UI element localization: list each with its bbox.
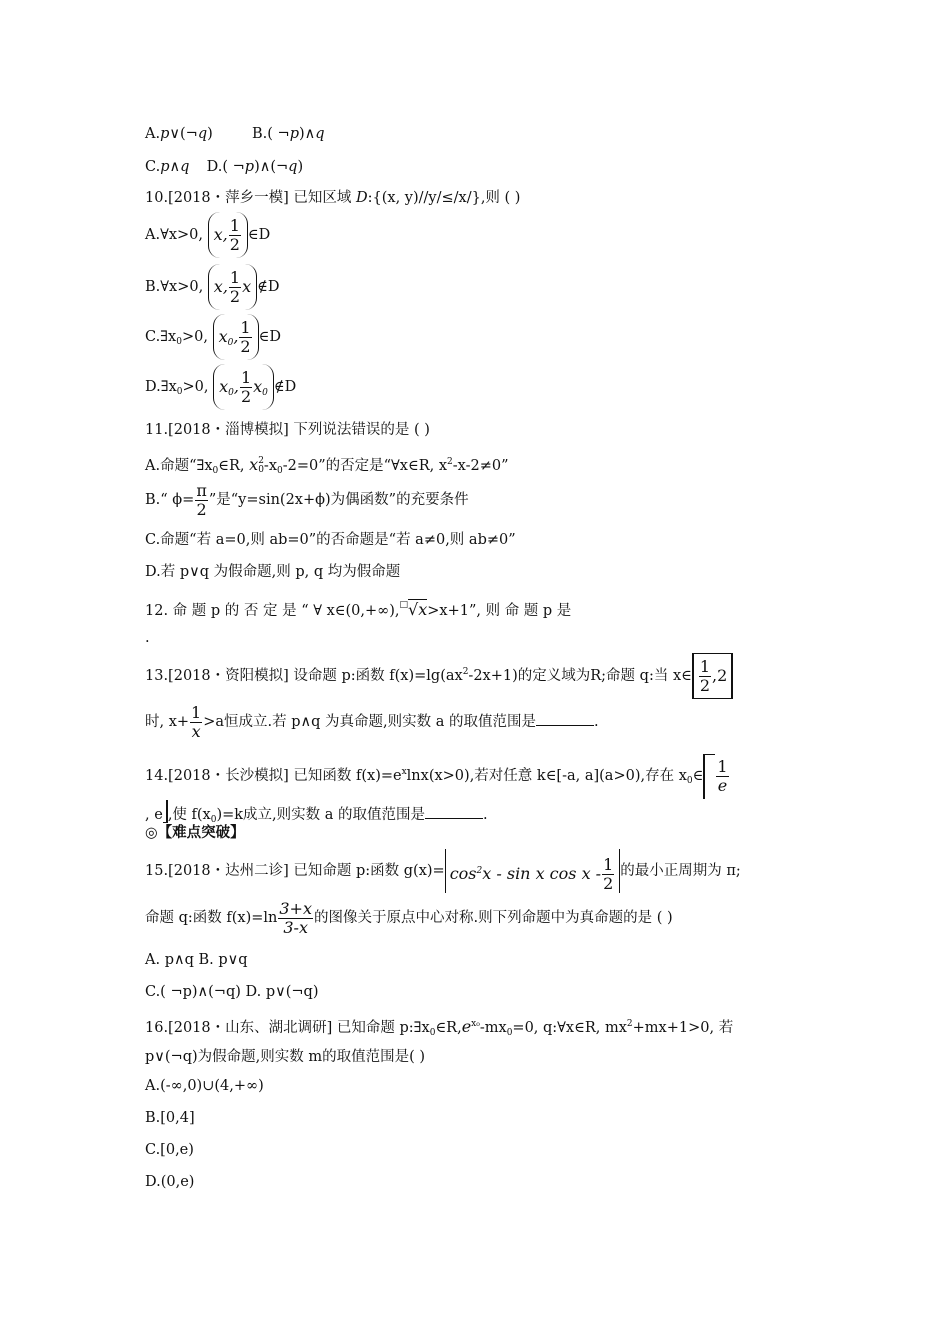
q15-options-ab: A. p∧q B. p∨q [145, 952, 248, 968]
q11-stem: 11.[2018・淄博模拟] 下列说法错误的是 ( ) [145, 422, 430, 438]
q16-option-a: A.(-∞,0)∪(4,+∞) [145, 1078, 264, 1094]
q16-option-c: C.[0,e) [145, 1142, 194, 1158]
q10-stem: 10.[2018・萍乡一模] 已知区域 D:{(x, y)//y/≤/x/},则 ( ) [145, 190, 521, 206]
q10-option-b: B.∀x>0, x, $\frac{1}{2}$ x ∉D [145, 262, 280, 312]
q15-options-cd: C.( ¬p)∧(¬q) D. p∨(¬q) [145, 984, 319, 1000]
q10-option-c: $C.\exists x_0>0$, $x_0$, $\frac{1}{2}$ ∈D [145, 312, 281, 367]
q10-option-a: A.∀x>0, x, $\frac{1}{2}$ ∈D [145, 210, 270, 260]
q14-line1: 14.[2018・长沙模拟] 已知函数 $f(x)=e^x\ln x(x>0)$,若对任意 k∈[-a, a](a>0),存在 $x_0\in$ $\frac{1}{e}$ [145, 748, 730, 805]
q9-options-ab: A.p∨(¬q) B.( ¬p)∧q [145, 126, 325, 142]
q16-line2: p∨(¬q)为假命题,则实数 m的取值范围是( ) [145, 1049, 426, 1065]
q16-line1: 16.[2018・山东、湖北调研] 已知命题 $p:\exists x_0\in R,e^{x_0}-mx_0=0$, q:∀x∈R, $mx^2+mx+1>0$, 若 [145, 1017, 734, 1038]
q11-option-c: C.命题“若 a=0,则 ab=0”的否命题是“若 a≠0,则 ab≠0” [145, 532, 516, 548]
q11-option-a: A.命题“$\exists x_0\in R$, x 2 0 $-x_0-2=0$”的否定是“∀x∈R, $x^2-x-2\ne 0$” [145, 455, 509, 476]
q13-answer-blank[interactable] [536, 711, 594, 726]
q12-stem: 12. 命 题 p 的 否 定 是 “ ∀ x∈(0,+∞),□√x>x+1”, 则 命 题 p 是 [145, 600, 572, 619]
q16-option-d: D.(0,e) [145, 1174, 195, 1190]
section-header: ◎【难点突破】 [145, 825, 245, 841]
q12-blank: . [145, 630, 150, 646]
q16-option-b: B.[0,4] [145, 1110, 195, 1126]
q11-option-b: B.“ ϕ= $\frac{\pi}{2}$ ”是“y=sin(2x+ϕ)为偶函数”的充要条件 [145, 480, 469, 519]
q10-option-d: $D.\exists x_0>0$, $x_0$, $\frac{1}{2}$ $x_0$ ∉D [145, 362, 296, 417]
q14-answer-blank[interactable] [425, 804, 483, 819]
q11-option-d: D.若 p∨q 为假命题,则 p, q 均为假命题 [145, 564, 401, 580]
q13-line2: 时, x+ $\frac{1}{x}$ >a恒成立.若 p∧q 为真命题,则实数 a 的取值范围是 . [145, 702, 599, 741]
q14-line2: , e ,使 $f(x_0)=k$成立,则实数 a 的取值范围是 . [145, 800, 488, 830]
q9-options-cd: C.p∧q D.( ¬p)∧(¬q) [145, 159, 304, 175]
target-icon: ◎ [145, 825, 158, 841]
q15-line1: 15.[2018・达州二诊] 已知命题 p:函数 $g(x)= \cos^2x - \sin x$ cos x - $\frac{1}{2}$ 的最小正周期为 π; [145, 846, 741, 896]
q15-line2: 命题 q:函数 f(x)=ln $\frac{3+x}{3-x}$ 的图像关于原点中心对称.则下列命题中为真命题的是 ( ) [145, 898, 673, 937]
q13-line1: 13.[2018・资阳模拟] 设命题 p:函数 $f(x)=\lg(ax^2-2x+1)$的定义域为R;命题 q:当 x∈ $\frac{1}{2}$ ,2 [145, 648, 733, 700]
